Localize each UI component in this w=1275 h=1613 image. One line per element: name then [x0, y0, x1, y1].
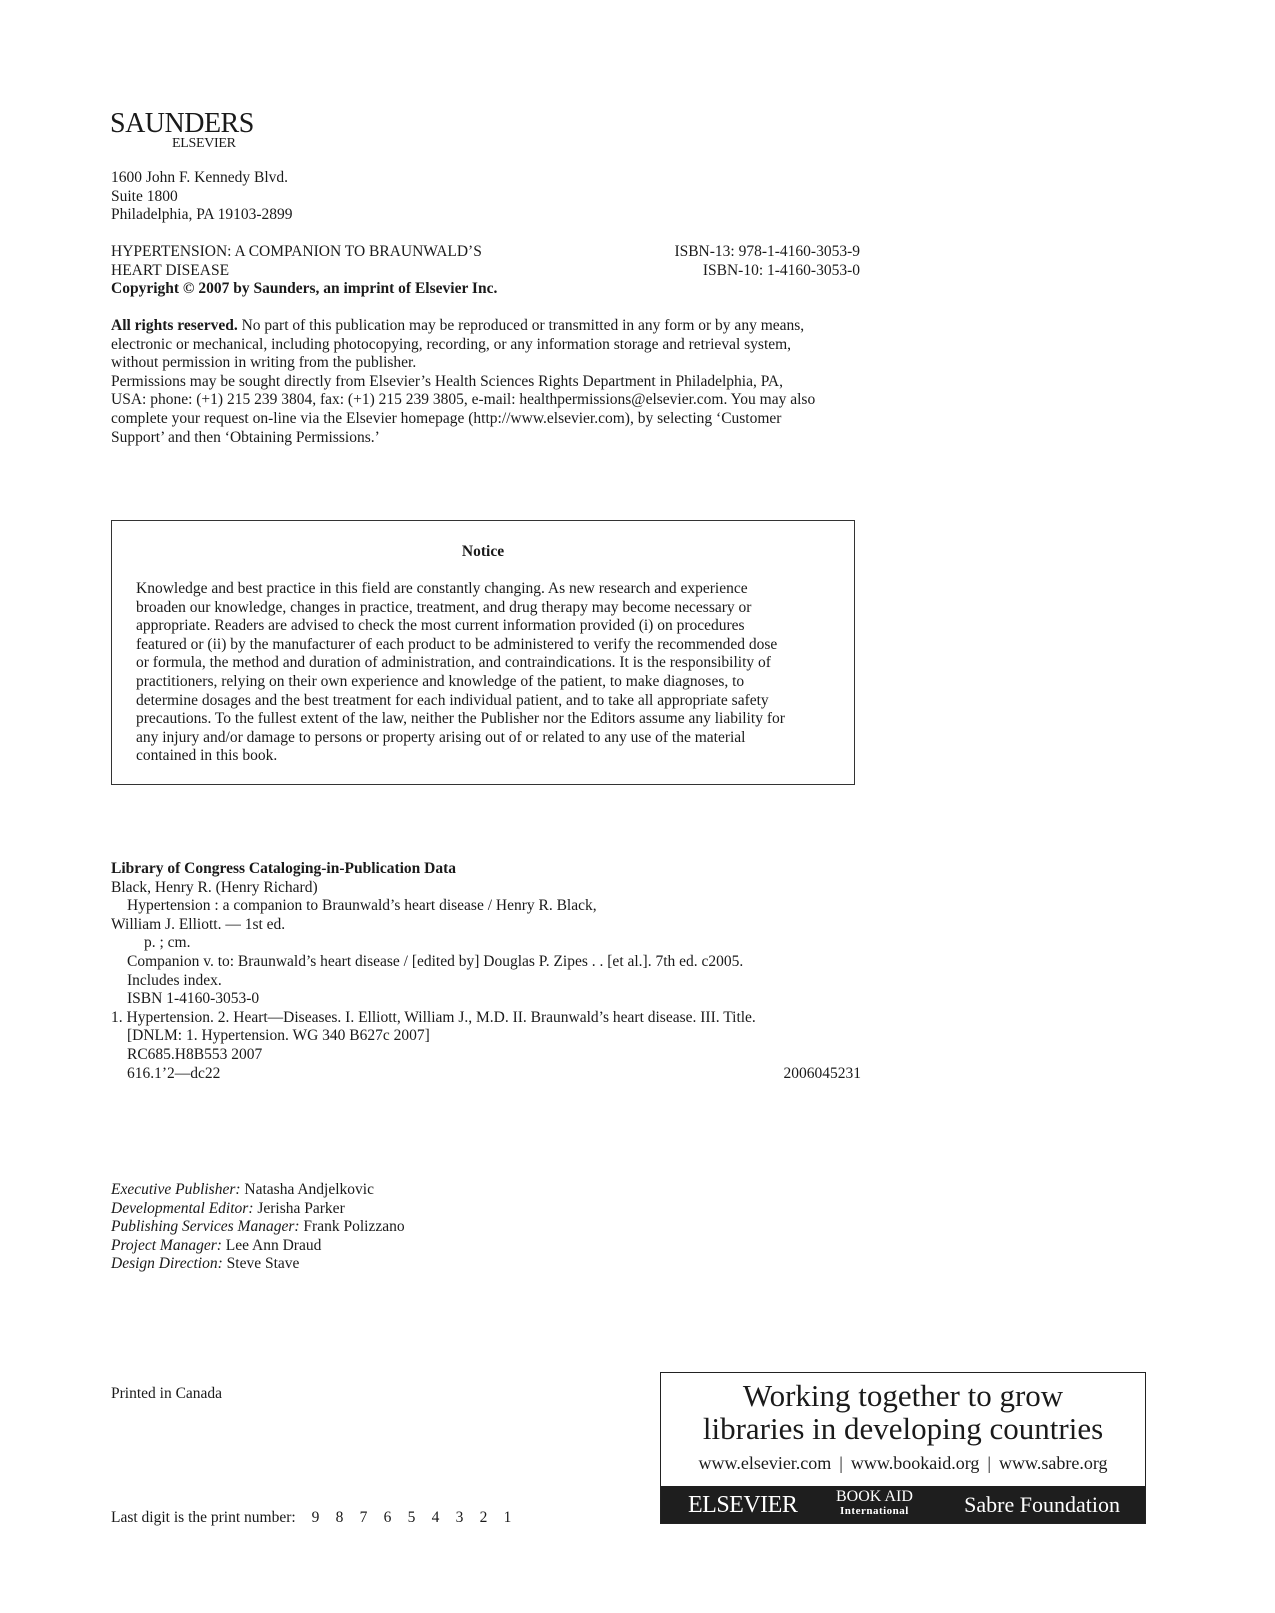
cip-dnlm: [DNLM: 1. Hypertension. WG 340 B627c 2007]: [127, 1027, 430, 1045]
notice-line: contained in this book.: [136, 747, 278, 765]
notice-line: precautions. To the fullest extent of the law, neither the Publisher nor the Editors assume any liability for: [136, 710, 785, 728]
bookaid-headline-line: Working together to grow: [742, 1378, 1064, 1413]
notice-box: [111, 520, 855, 785]
print-digit: 5: [407, 1509, 416, 1526]
cip-dewey: 616.1’2—dc22: [127, 1064, 221, 1082]
credit-name: Steve Stave: [222, 1255, 300, 1273]
print-number-digits: [312, 1509, 528, 1526]
cip-subjects: 1. Hypertension. 2. Heart—Diseases. I. Elliott, William J., M.D. II. Braunwald’s heart disease. III. Title.: [111, 1008, 756, 1026]
isbn-block: [674, 243, 860, 280]
notice-line: appropriate. Readers are advised to check the most current information provided (i) on procedures: [136, 617, 745, 635]
rights-line: complete your request on-line via the Elsevier homepage (http://www.elsevier.com), by selecting ‘Customer: [111, 409, 782, 427]
cip-heading: Library of Congress Cataloging-in-Publication Data: [111, 860, 457, 877]
print-digit: 1: [503, 1509, 512, 1526]
notice-line: any injury and/or damage to persons or property arising out of or related to any use of the material: [136, 728, 746, 746]
logo-elsevier: ELSEVIER: [172, 136, 236, 151]
cip-isbn: ISBN 1-4160-3053-0: [127, 990, 260, 1008]
credit-line: [111, 1237, 405, 1256]
credit-role: Executive Publisher:: [111, 1181, 241, 1198]
bookaid-headline-line: libraries in developing countries: [702, 1411, 1104, 1446]
isbn-10: ISBN-10: 1-4160-3053-0: [702, 261, 860, 279]
credit-role: Design Direction:: [111, 1255, 223, 1273]
bookaid-logo-subtitle: International: [840, 1505, 909, 1517]
credit-line: [111, 1255, 405, 1274]
credit-name: Frank Polizzano: [299, 1218, 405, 1236]
notice-line: Knowledge and best practice in this field are constantly changing. As new research and experience: [136, 580, 748, 597]
link-bookaid: www.bookaid.org: [850, 1453, 980, 1473]
notice-line: determine dosages and the best treatment for each individual patient, and to take all appropriate safety: [136, 691, 769, 709]
print-digit: 2: [479, 1509, 488, 1526]
rights-line: electronic or mechanical, including photocopying, recording, or any information storage and retrieval system,: [111, 335, 792, 353]
credit-role: Publishing Services Manager:: [111, 1218, 300, 1236]
book-title-line: HEART DISEASE: [111, 261, 230, 279]
notice-line: or formula, the method and duration of administration, and contraindications. It is the responsibility of: [136, 654, 771, 672]
notice-line: broaden our knowledge, changes in practice, treatment, and drug therapy may become necessary or: [136, 598, 752, 616]
cip-index: Includes index.: [127, 971, 222, 989]
cip-title: Hypertension : a companion to Braunwald’s heart disease / Henry R. Black,: [127, 897, 597, 915]
cip-pages: p. ; cm.: [144, 934, 191, 952]
address-line: Philadelphia, PA 19103-2899: [111, 206, 293, 224]
bookaid-logo-bar: [661, 1486, 1145, 1523]
credit-name: Natasha Andjelkovic: [240, 1181, 374, 1198]
credit-role: Developmental Editor:: [111, 1199, 254, 1217]
print-digit: 8: [335, 1509, 344, 1526]
notice-line: featured or (ii) by the manufacturer of each product to be administered to verify the recommended dose: [136, 635, 778, 653]
rights-line: without permission in writing from the publisher.: [111, 354, 417, 372]
saunders-elsevier-logo: [110, 110, 254, 151]
credit-line: [111, 1200, 405, 1219]
print-digit: 4: [431, 1509, 440, 1526]
rights-line: Permissions may be sought directly from Elsevier’s Health Sciences Rights Department in Philadelphia, PA,: [111, 372, 783, 390]
bookaid-headline: [661, 1379, 1145, 1445]
print-digit: 7: [359, 1509, 368, 1526]
bookaid-box: [660, 1372, 1146, 1524]
address-line: Suite 1800: [111, 187, 178, 205]
link-sabre: www.sabre.org: [999, 1453, 1108, 1473]
cip-lccn: 2006045231: [783, 1064, 861, 1082]
book-title-line: HYPERTENSION: A COMPANION TO BRAUNWALD’S: [111, 243, 482, 260]
isbn-13: ISBN-13: 978-1-4160-3053-9: [674, 243, 860, 260]
bookaid-logo-title: BOOK AID: [836, 1488, 913, 1505]
elsevier-logo: ELSEVIER: [688, 1492, 798, 1518]
rights-line: [111, 317, 861, 336]
notice-title: Notice: [461, 543, 505, 560]
cip-title-cont: William J. Elliott. — 1st ed.: [111, 915, 286, 933]
cip-companion: Companion v. to: Braunwald’s heart disease / [edited by] Douglas P. Zipes . . [et al.]. 7th ed. c2005.: [127, 952, 744, 970]
credit-role: Project Manager:: [111, 1236, 222, 1254]
print-digit: 6: [383, 1509, 392, 1526]
cip-author: Black, Henry R. (Henry Richard): [111, 878, 318, 896]
rights-line: Support’ and then ‘Obtaining Permissions.’: [111, 428, 380, 446]
cip-dewey-row: [111, 1065, 861, 1084]
notice-line: practitioners, relying on their own experience and knowledge of the patient, to make diagnoses, to: [136, 672, 745, 690]
sabre-logo: Sabre Foundation: [964, 1492, 1120, 1517]
credit-name: Jerisha Parker: [253, 1199, 345, 1217]
print-digit: 3: [455, 1509, 464, 1526]
credit-name: Lee Ann Draud: [221, 1236, 322, 1254]
cip-data: [111, 860, 861, 1083]
link-separator: |: [987, 1453, 992, 1473]
rights-line: USA: phone: (+1) 215 239 3804, fax: (+1) 215 239 3805, e-mail: healthpermissions@elsevier.com. You may also: [111, 391, 816, 409]
printed-in: Printed in Canada: [111, 1385, 223, 1402]
link-elsevier: www.elsevier.com: [698, 1453, 832, 1473]
rights-paragraph: [111, 317, 861, 447]
rights-lead: All rights reserved.: [111, 317, 238, 334]
rights-line-rest: No part of this publication may be reproduced or transmitted in any form or by any means,: [237, 317, 805, 334]
print-digit: 9: [311, 1509, 320, 1526]
credit-line: [111, 1218, 405, 1237]
link-separator: |: [839, 1453, 843, 1473]
bookaid-logo: [836, 1489, 913, 1517]
cip-lc: RC685.H8B553 2007: [127, 1045, 263, 1063]
copyright-line: Copyright © 2007 by Saunders, an imprint of Elsevier Inc.: [111, 280, 498, 298]
address-line: 1600 John F. Kennedy Blvd.: [111, 169, 289, 186]
logo-saunders: SAUNDERS: [110, 108, 254, 139]
print-number-line: [111, 1509, 528, 1528]
bookaid-links: [661, 1453, 1145, 1473]
notice-body: [136, 580, 836, 766]
credits-list: [111, 1181, 405, 1274]
credit-line: [111, 1181, 405, 1200]
print-number-label: Last digit is the print number:: [111, 1509, 296, 1526]
publisher-address: [111, 169, 293, 225]
